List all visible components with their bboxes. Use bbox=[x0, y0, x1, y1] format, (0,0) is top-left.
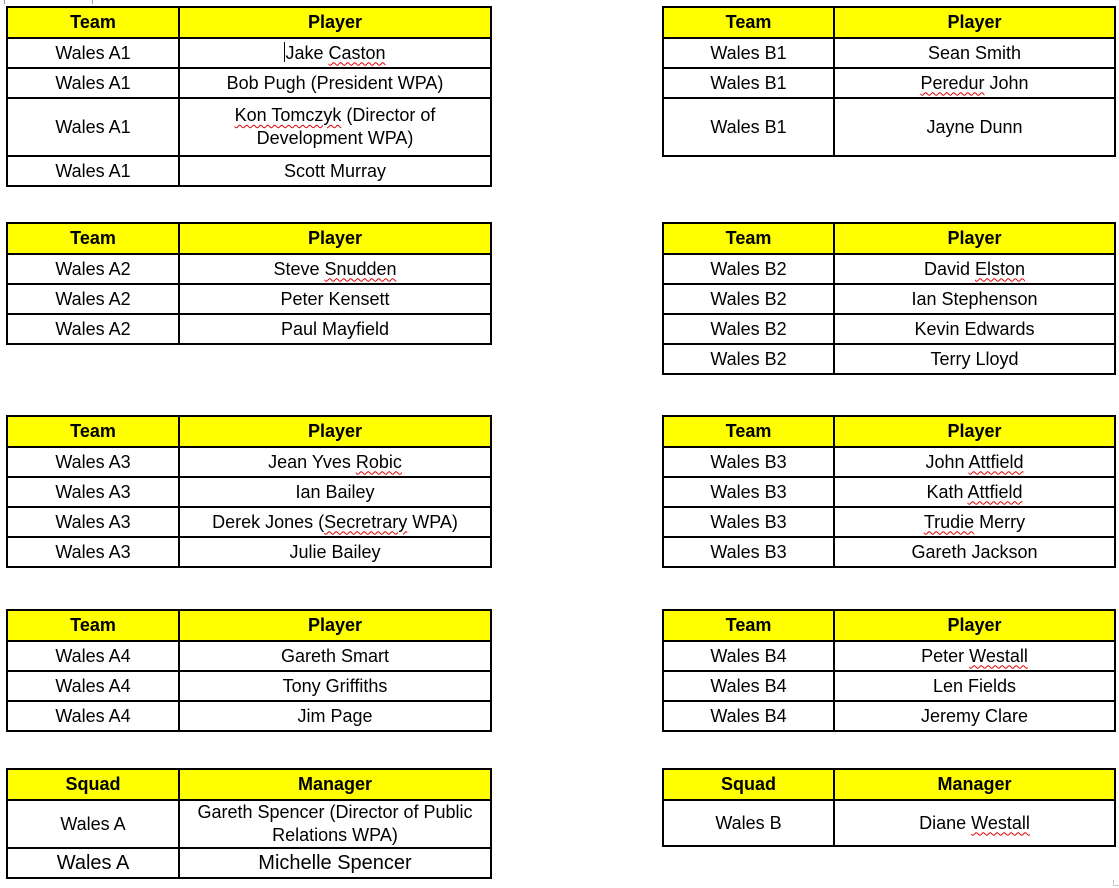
team-column-header: Team bbox=[663, 416, 834, 447]
squad-column-header: Squad bbox=[663, 769, 834, 800]
player-cell[interactable]: Jayne Dunn bbox=[834, 98, 1115, 156]
team-table-wales-b2 bbox=[662, 222, 1116, 375]
player-cell[interactable]: Peter Kensett bbox=[179, 284, 491, 314]
team-column-header: Team bbox=[663, 223, 834, 254]
player-column-header: Player bbox=[834, 416, 1115, 447]
team-table-wales-b1 bbox=[662, 6, 1116, 157]
player-column-header: Player bbox=[179, 416, 491, 447]
player-column-header: Player bbox=[179, 610, 491, 641]
table-row bbox=[7, 98, 491, 156]
team-cell[interactable]: Wales A1 bbox=[7, 68, 179, 98]
table-row bbox=[7, 477, 491, 507]
table-row bbox=[7, 800, 491, 848]
manager-column-header: Manager bbox=[179, 769, 491, 800]
table-row bbox=[7, 537, 491, 567]
player-cell[interactable]: David Elston bbox=[834, 254, 1115, 284]
player-cell[interactable]: Peter Westall bbox=[834, 641, 1115, 671]
player-cell[interactable]: Ian Bailey bbox=[179, 477, 491, 507]
header-row bbox=[7, 7, 491, 38]
header-row bbox=[663, 223, 1115, 254]
team-cell[interactable]: Wales B2 bbox=[663, 344, 834, 374]
table-row bbox=[663, 537, 1115, 567]
table-row bbox=[7, 38, 491, 68]
team-cell[interactable]: Wales B1 bbox=[663, 68, 834, 98]
team-cell[interactable]: Wales A2 bbox=[7, 254, 179, 284]
player-column-header: Player bbox=[179, 223, 491, 254]
player-cell[interactable]: John Attfield bbox=[834, 447, 1115, 477]
table-row bbox=[663, 254, 1115, 284]
player-cell[interactable]: Gareth Smart bbox=[179, 641, 491, 671]
player-column-header: Player bbox=[179, 7, 491, 38]
team-table-wales-a3 bbox=[6, 415, 492, 568]
team-cell[interactable]: Wales A4 bbox=[7, 641, 179, 671]
team-column-header: Team bbox=[7, 610, 179, 641]
team-column-header: Team bbox=[663, 610, 834, 641]
table-row bbox=[7, 641, 491, 671]
table-row bbox=[7, 156, 491, 186]
team-cell[interactable]: Wales B1 bbox=[663, 98, 834, 156]
team-column-header: Team bbox=[663, 7, 834, 38]
team-cell[interactable]: Wales B1 bbox=[663, 38, 834, 68]
header-row bbox=[663, 769, 1115, 800]
table-row bbox=[7, 447, 491, 477]
team-table-wales-b4 bbox=[662, 609, 1116, 732]
table-row bbox=[663, 800, 1115, 846]
team-cell[interactable]: Wales A1 bbox=[7, 98, 179, 156]
player-cell[interactable]: Steve Snudden bbox=[179, 254, 491, 284]
team-cell[interactable]: Wales A2 bbox=[7, 284, 179, 314]
player-cell[interactable]: Scott Murray bbox=[179, 156, 491, 186]
team-cell[interactable]: Wales A3 bbox=[7, 447, 179, 477]
header-row bbox=[7, 769, 491, 800]
team-table-wales-a1 bbox=[6, 6, 492, 187]
player-cell[interactable]: Kon Tomczyk (Director of Development WPA) bbox=[179, 98, 491, 156]
player-cell[interactable]: Paul Mayfield bbox=[179, 314, 491, 344]
team-column-header: Team bbox=[7, 416, 179, 447]
team-column-header: Team bbox=[7, 223, 179, 254]
squad-table-wales-b bbox=[662, 768, 1116, 847]
table-row bbox=[7, 701, 491, 731]
player-cell[interactable]: Peredur John bbox=[834, 68, 1115, 98]
team-cell[interactable]: Wales A2 bbox=[7, 314, 179, 344]
team-cell[interactable]: Wales A1 bbox=[7, 156, 179, 186]
team-cell[interactable]: Wales B2 bbox=[663, 254, 834, 284]
team-cell[interactable]: Wales B4 bbox=[663, 641, 834, 671]
player-cell[interactable]: Kath Attfield bbox=[834, 477, 1115, 507]
table-row bbox=[663, 68, 1115, 98]
header-row bbox=[7, 610, 491, 641]
header-row bbox=[663, 610, 1115, 641]
player-cell[interactable]: Sean Smith bbox=[834, 38, 1115, 68]
player-cell[interactable]: Tony Griffiths bbox=[179, 671, 491, 701]
player-cell[interactable]: Jean Yves Robic bbox=[179, 447, 491, 477]
player-cell[interactable]: Trudie Merry bbox=[834, 507, 1115, 537]
squad-table-wales-a bbox=[6, 768, 492, 879]
header-row bbox=[663, 416, 1115, 447]
team-cell[interactable]: Wales B2 bbox=[663, 314, 834, 344]
table-row bbox=[663, 507, 1115, 537]
table-row bbox=[7, 68, 491, 98]
table-row bbox=[7, 284, 491, 314]
squad-cell[interactable]: Wales B bbox=[663, 800, 834, 846]
team-cell[interactable]: Wales A4 bbox=[7, 701, 179, 731]
table-row bbox=[663, 344, 1115, 374]
team-table-wales-a2 bbox=[6, 222, 492, 345]
table-row bbox=[663, 38, 1115, 68]
player-cell[interactable]: Ian Stephenson bbox=[834, 284, 1115, 314]
table-row bbox=[7, 507, 491, 537]
team-table-wales-b3 bbox=[662, 415, 1116, 568]
player-cell[interactable]: Jake Caston bbox=[179, 38, 491, 68]
team-cell[interactable]: Wales B3 bbox=[663, 537, 834, 567]
player-cell[interactable]: Terry Lloyd bbox=[834, 344, 1115, 374]
header-row bbox=[663, 7, 1115, 38]
player-cell[interactable]: Jeremy Clare bbox=[834, 701, 1115, 731]
team-cell[interactable]: Wales A3 bbox=[7, 477, 179, 507]
team-cell[interactable]: Wales A1 bbox=[7, 38, 179, 68]
team-cell[interactable]: Wales A3 bbox=[7, 537, 179, 567]
header-row bbox=[7, 416, 491, 447]
table-row bbox=[663, 477, 1115, 507]
manager-column-header: Manager bbox=[834, 769, 1115, 800]
table-row bbox=[663, 314, 1115, 344]
table-row bbox=[663, 641, 1115, 671]
team-column-header: Team bbox=[7, 7, 179, 38]
table-row bbox=[663, 671, 1115, 701]
table-row bbox=[7, 671, 491, 701]
table-row bbox=[663, 284, 1115, 314]
player-cell[interactable]: Kevin Edwards bbox=[834, 314, 1115, 344]
table-row bbox=[663, 447, 1115, 477]
team-cell[interactable]: Wales B3 bbox=[663, 447, 834, 477]
player-cell[interactable]: Jim Page bbox=[179, 701, 491, 731]
player-column-header: Player bbox=[834, 7, 1115, 38]
table-row bbox=[7, 314, 491, 344]
team-cell[interactable]: Wales B3 bbox=[663, 507, 834, 537]
table-row bbox=[663, 98, 1115, 156]
squad-cell[interactable]: Wales A bbox=[7, 800, 179, 848]
team-cell[interactable]: Wales B4 bbox=[663, 671, 834, 701]
team-cell[interactable]: Wales B3 bbox=[663, 477, 834, 507]
manager-cell[interactable]: Michelle Spencer bbox=[179, 848, 491, 878]
team-table-wales-a4 bbox=[6, 609, 492, 732]
table-row bbox=[7, 254, 491, 284]
team-cell[interactable]: Wales B4 bbox=[663, 701, 834, 731]
manager-cell[interactable]: Gareth Spencer (Director of Public Relations WPA) bbox=[179, 800, 491, 848]
table-row bbox=[7, 848, 491, 878]
header-row bbox=[7, 223, 491, 254]
player-cell[interactable]: Gareth Jackson bbox=[834, 537, 1115, 567]
squad-cell[interactable]: Wales A bbox=[7, 848, 179, 878]
player-cell[interactable]: Len Fields bbox=[834, 671, 1115, 701]
page-corner-mark bbox=[1113, 880, 1119, 886]
player-cell[interactable]: Derek Jones (Secretrary WPA) bbox=[179, 507, 491, 537]
squad-column-header: Squad bbox=[7, 769, 179, 800]
player-cell[interactable]: Julie Bailey bbox=[179, 537, 491, 567]
team-cell[interactable]: Wales A3 bbox=[7, 507, 179, 537]
table-row bbox=[663, 701, 1115, 731]
manager-cell[interactable]: Diane Westall bbox=[834, 800, 1115, 846]
team-cell[interactable]: Wales A4 bbox=[7, 671, 179, 701]
team-cell[interactable]: Wales B2 bbox=[663, 284, 834, 314]
player-column-header: Player bbox=[834, 610, 1115, 641]
player-column-header: Player bbox=[834, 223, 1115, 254]
player-cell[interactable]: Bob Pugh (President WPA) bbox=[179, 68, 491, 98]
